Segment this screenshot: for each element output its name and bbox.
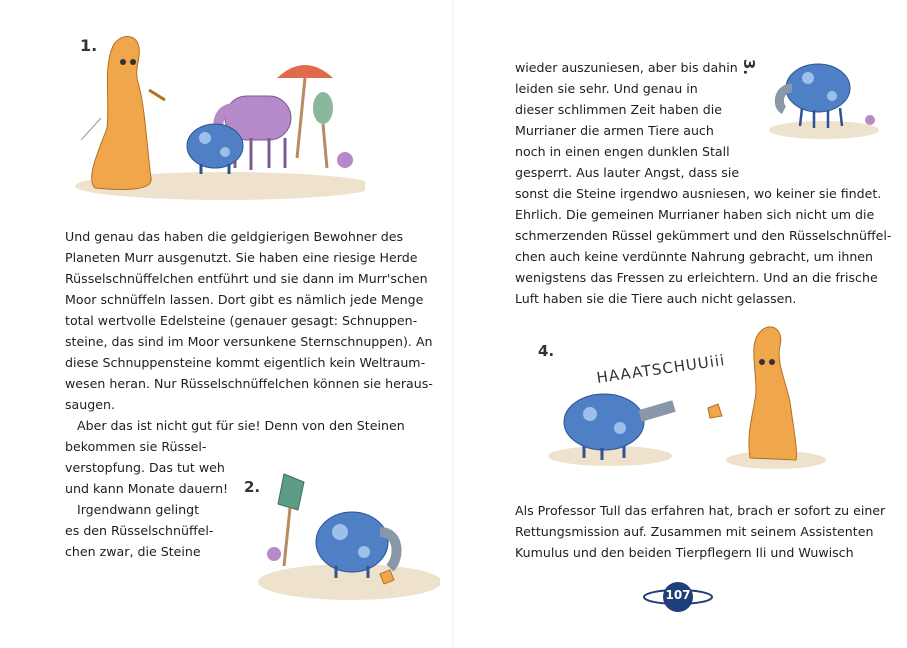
text-line: Planeten Murr ausgenutzt. Sie haben eine riesige Herde	[65, 250, 418, 265]
left-page	[0, 0, 453, 648]
text-line: dieser schlimmen Zeit haben die	[515, 102, 722, 117]
text-line: wesen heran. Nur Rüsselschnüffelchen können sie heraus-	[65, 376, 433, 391]
text-line: leiden sie sehr. Und genau in	[515, 81, 698, 96]
text-line: bekommen sie Rüssel-	[65, 439, 207, 454]
text-line: Luft haben sie die Tiere auch nicht gelassen.	[515, 291, 797, 306]
text-line: saugen.	[65, 397, 115, 412]
text-line: wieder auszuniesen, aber bis dahin	[515, 60, 738, 75]
orange-creature	[92, 37, 151, 190]
text-line: Moor schnüffeln lassen. Dort gibt es nämlich jede Menge	[65, 292, 424, 307]
text-line: sonst die Steine irgendwo ausniesen, wo keiner sie findet.	[515, 186, 882, 201]
blue-creature	[316, 512, 388, 572]
illustration-label-1: 1.	[80, 36, 98, 55]
illustration-label-3: 3.	[740, 58, 759, 76]
blue-creature	[564, 394, 644, 450]
text-line: Ehrlich. Die gemeinen Murrianer haben sich nicht um die	[515, 207, 875, 222]
text-line: gesperrt. Aus lauter Angst, dass sie	[515, 165, 740, 180]
blue-creature	[786, 64, 850, 112]
text-line: steine, das sind im Moor versunkene Sternschnuppen). An	[65, 334, 433, 349]
ground-patch	[769, 121, 879, 139]
text-line: Aber das ist nicht gut für sie! Denn von den Steinen	[77, 418, 405, 433]
text-line: Kumulus und den beiden Tierpflegern Ili und Wuwisch	[515, 545, 854, 560]
text-line: chen zwar, die Steine	[65, 544, 201, 559]
right-page	[454, 0, 907, 648]
mushroom-green	[313, 92, 333, 124]
gemstone	[708, 404, 722, 418]
mushroom-red	[277, 65, 333, 78]
page-number: 107	[665, 588, 691, 602]
text-line: Murrianer die armen Tiere auch	[515, 123, 714, 138]
text-line: und kann Monate dauern!	[65, 481, 229, 496]
illustration-label-2: 2.	[244, 478, 261, 496]
text-line: diese Schnuppensteine kommt eigentlich kein Weltraum-	[65, 355, 426, 370]
text-line: Und genau das haben die geldgierigen Bewohner des	[65, 229, 404, 244]
orange-creature	[749, 327, 797, 460]
text-line: es den Rüsselschnüffel-	[65, 523, 214, 538]
blue-creature	[187, 124, 243, 168]
text-line: total wertvolle Edelsteine (genauer gesagt: Schnuppen-	[65, 313, 418, 328]
illustration-1	[65, 28, 365, 200]
text-line: verstopfung. Das tut weh	[65, 460, 225, 475]
sneeze-sound: HAAATSCHUUiii	[595, 351, 727, 387]
text-line: noch in einen engen dunklen Stall	[515, 144, 730, 159]
text-line: wenigstens das Fressen zu erleichtern. Und an die frische	[515, 270, 878, 285]
illustration-label-4: 4.	[538, 342, 555, 360]
text-line: Als Professor Tull das erfahren hat, brach er sofort zu einer	[515, 503, 886, 518]
text-line: schmerzenden Rüssel gekümmert und den Rüsselschnüffel-	[515, 228, 892, 243]
text-line: Rüsselschnüffelchen entführt und sie dann im Murr'schen	[65, 271, 428, 286]
illustration-2	[240, 462, 440, 612]
text-line: Irgendwann gelingt	[77, 502, 200, 517]
illustration-4	[540, 322, 840, 472]
text-line: Rettungsmission auf. Zusammen mit seinem Assistenten	[515, 524, 874, 539]
text-line: chen auch keine verdünnte Nahrung gebracht, um ihnen	[515, 249, 874, 264]
mushroom-green	[278, 474, 304, 510]
